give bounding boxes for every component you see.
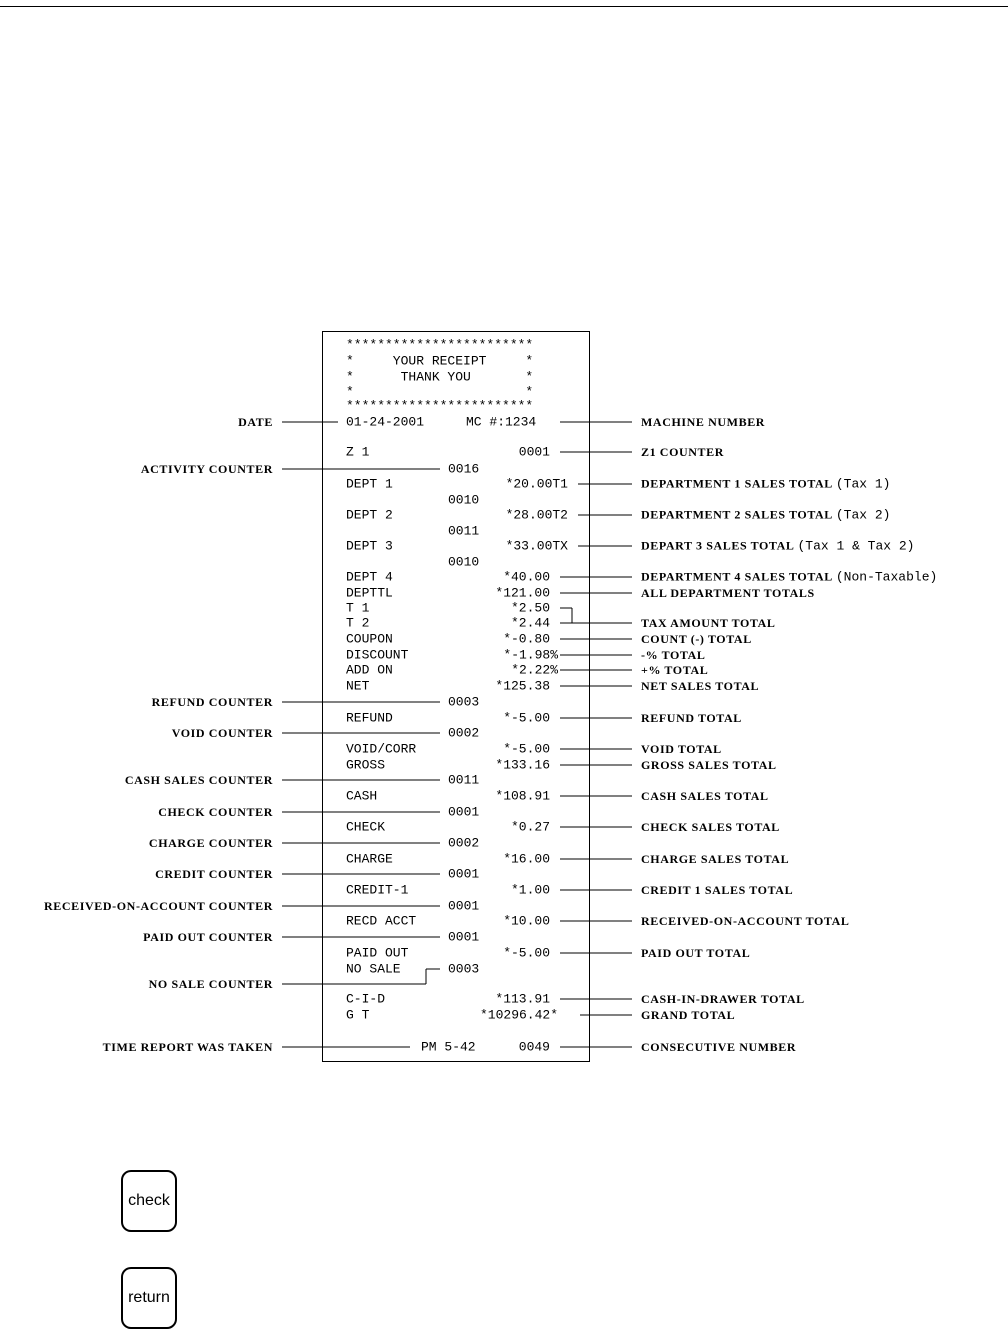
right-callout-text: CREDIT 1 SALES TOTAL [641, 883, 794, 897]
receipt-amount: *-1.98% [503, 647, 558, 663]
return-key[interactable] [121, 1267, 177, 1329]
receipt-amount: *113.91 [495, 991, 550, 1007]
receipt-item-label: DEPTTL [346, 585, 393, 601]
receipt-amount: *2.44 [510, 615, 550, 631]
right-callout-label [641, 821, 780, 833]
right-callout-text: DEPARTMENT 1 SALES TOTAL [641, 476, 833, 491]
receipt-amount: *33.00TX [505, 538, 568, 554]
right-callout-label [641, 509, 890, 522]
receipt-date: 01-24-2001 [346, 414, 425, 430]
return-key-label: return [128, 1289, 170, 1306]
receipt-item-label: COUPON [346, 631, 393, 647]
right-callout-tax-note: (Tax 1) [835, 476, 891, 492]
receipt-item-label: T 1 [346, 600, 370, 616]
receipt-amount: *10.00 [503, 913, 550, 929]
right-callout-text: ALL DEPARTMENT TOTALS [641, 586, 815, 600]
receipt-item-label: DEPT 4 [346, 569, 393, 585]
right-callout-label [641, 712, 742, 724]
right-callout-text: NET SALES TOTAL [641, 679, 760, 693]
right-callout-label [641, 993, 805, 1005]
receipt-item-label: CASH [346, 788, 378, 804]
right-callout-label [641, 947, 750, 959]
check-key[interactable] [121, 1170, 177, 1232]
right-callout-label [641, 1009, 735, 1021]
receipt-header-line: * * [346, 384, 534, 400]
right-callout-text: REFUND TOTAL [641, 711, 742, 725]
receipt-amount: *16.00 [503, 851, 550, 867]
receipt-item-label: NO SALE [346, 961, 401, 977]
receipt-item-label: DEPT 3 [346, 538, 393, 554]
right-callout-text: GRAND TOTAL [641, 1008, 736, 1022]
receipt-amount: *-0.80 [503, 631, 550, 647]
right-callout-label [641, 571, 937, 584]
receipt-counter: 0001 [448, 898, 480, 914]
receipt-header-line: * THANK YOU * [346, 369, 534, 385]
right-callout-text: CASH-IN-DRAWER TOTAL [641, 992, 805, 1006]
receipt-counter: 0011 [448, 523, 480, 539]
receipt-amount: *2.22% [511, 662, 558, 678]
left-callout-label: NO SALE COUNTER [148, 977, 273, 991]
receipt-amount: *-5.00 [503, 710, 550, 726]
right-callout-tax-note: (Non-Taxable) [835, 569, 938, 585]
right-callout-label [641, 587, 815, 599]
receipt-item-label: T 2 [346, 615, 370, 631]
receipt-item-label: GROSS [346, 757, 386, 773]
left-callout-label: CASH SALES COUNTER [124, 773, 273, 787]
receipt-amount: *0.27 [510, 819, 550, 835]
right-callout-label [641, 664, 708, 676]
receipt-item-label: G T [346, 1007, 370, 1023]
left-callout-label: CREDIT COUNTER [155, 867, 273, 881]
right-callout-text: CHECK SALES TOTAL [641, 820, 780, 834]
right-callout-label [641, 1041, 796, 1053]
right-callout-tax-note: (Tax 2) [835, 507, 891, 523]
right-callout-text: DEPARTMENT 2 SALES TOTAL [641, 507, 833, 522]
left-callout-label: ACTIVITY COUNTER [140, 462, 273, 476]
right-callout-label [641, 649, 705, 661]
right-callout-label [641, 633, 752, 645]
receipt-item-label: PAID OUT [346, 945, 409, 961]
receipt-machine-number: MC #:1234 [466, 414, 537, 430]
right-callout-text: MACHINE NUMBER [641, 415, 766, 429]
right-callout-label [641, 617, 776, 629]
right-callout-label [641, 853, 789, 865]
receipt-header-line: ************************ [346, 398, 534, 414]
check-key-label: check [128, 1192, 170, 1209]
right-callout-text: +% TOTAL [641, 663, 709, 677]
receipt-item-label: VOID/CORR [346, 741, 417, 757]
right-callout-label [641, 915, 849, 927]
receipt-amount: 0001 [518, 444, 550, 460]
right-callout-text: RECEIVED-ON-ACCOUNT TOTAL [641, 914, 850, 928]
receipt-counter: 0001 [448, 804, 480, 820]
receipt-counter: 0011 [448, 772, 480, 788]
receipt-amount: *10296.42* [479, 1007, 558, 1023]
receipt-amount: *-5.00 [503, 741, 550, 757]
receipt-amount: *-5.00 [503, 945, 550, 961]
receipt-amount: *40.00 [503, 569, 550, 585]
right-callout-text: DEPARTMENT 4 SALES TOTAL [641, 569, 833, 584]
receipt-amount: *28.00T2 [505, 507, 568, 523]
receipt-item-label: REFUND [346, 710, 393, 726]
right-callout-label [641, 743, 722, 755]
receipt-amount: 0049 [518, 1039, 550, 1055]
right-callout-text: COUNT (-) TOTAL [641, 632, 752, 646]
right-callout-tax-note: (Tax 1 & Tax 2) [797, 538, 915, 554]
left-callout-label: CHECK COUNTER [158, 805, 273, 819]
right-callout-label [641, 446, 724, 458]
right-callout-label [641, 680, 759, 692]
receipt-counter: 0003 [448, 961, 480, 977]
right-callout-text: CONSECUTIVE NUMBER [641, 1040, 797, 1054]
left-callout-label: TIME REPORT WAS TAKEN [102, 1040, 273, 1054]
receipt-item-label: ADD ON [346, 662, 393, 678]
right-callout-text: GROSS SALES TOTAL [641, 758, 777, 772]
receipt-counter: 0002 [448, 835, 480, 851]
receipt-item-label: RECD ACCT [346, 913, 417, 929]
right-callout-text: Z1 COUNTER [641, 445, 725, 459]
receipt-item-label: DISCOUNT [346, 647, 409, 663]
right-callout-label [641, 790, 769, 802]
receipt-item-label: C-I-D [346, 991, 386, 1007]
receipt-amount: *2.50 [510, 600, 550, 616]
receipt-amount: *20.00T1 [505, 476, 568, 492]
right-callout-text: CASH SALES TOTAL [641, 789, 769, 803]
right-callout-label [641, 884, 793, 896]
receipt-amount: *125.38 [495, 678, 550, 694]
receipt-time: PM 5-42 [421, 1039, 476, 1055]
receipt-amount: *133.16 [495, 757, 550, 773]
receipt-item-label: Z 1 [346, 444, 370, 460]
right-callout-text: -% TOTAL [641, 648, 706, 662]
right-callout-text: VOID TOTAL [641, 742, 722, 756]
receipt-item-label: DEPT 2 [346, 507, 393, 523]
receipt-item-label: NET [346, 678, 370, 694]
receipt-counter: 0010 [448, 492, 480, 508]
right-callout-text: PAID OUT TOTAL [641, 946, 751, 960]
right-callout-label [641, 540, 915, 553]
left-callout-label: DATE [238, 415, 273, 429]
receipt-amount: *121.00 [495, 585, 550, 601]
receipt-item-label: CHECK [346, 819, 386, 835]
right-callout-label [641, 416, 765, 428]
right-callout-text: TAX AMOUNT TOTAL [641, 616, 776, 630]
left-callout-label: RECEIVED-ON-ACCOUNT COUNTER [44, 899, 273, 913]
receipt-item-label: CHARGE [346, 851, 393, 867]
receipt-counter: 0003 [448, 694, 480, 710]
receipt-header-line: ************************ [346, 337, 534, 353]
receipt-counter: 0001 [448, 866, 480, 882]
receipt-counter: 0016 [448, 461, 480, 477]
receipt-item-label: DEPT 1 [346, 476, 393, 492]
top-rule [0, 6, 1008, 7]
right-callout-text: DEPART 3 SALES TOTAL [641, 538, 794, 553]
right-callout-label [641, 759, 777, 771]
receipt-counter: 0001 [448, 929, 480, 945]
right-callout-label [641, 478, 890, 491]
receipt-counter: 0010 [448, 554, 480, 570]
right-callout-text: CHARGE SALES TOTAL [641, 852, 790, 866]
receipt-amount: *108.91 [495, 788, 550, 804]
receipt-header-line: * YOUR RECEIPT * [346, 353, 534, 369]
left-callout-label: VOID COUNTER [171, 726, 273, 740]
receipt-counter: 0002 [448, 725, 480, 741]
left-callout-label: CHARGE COUNTER [148, 836, 273, 850]
left-callout-label: REFUND COUNTER [151, 695, 273, 709]
receipt-item-label: CREDIT-1 [346, 882, 409, 898]
left-callout-label: PAID OUT COUNTER [143, 930, 273, 944]
receipt-amount: *1.00 [510, 882, 550, 898]
